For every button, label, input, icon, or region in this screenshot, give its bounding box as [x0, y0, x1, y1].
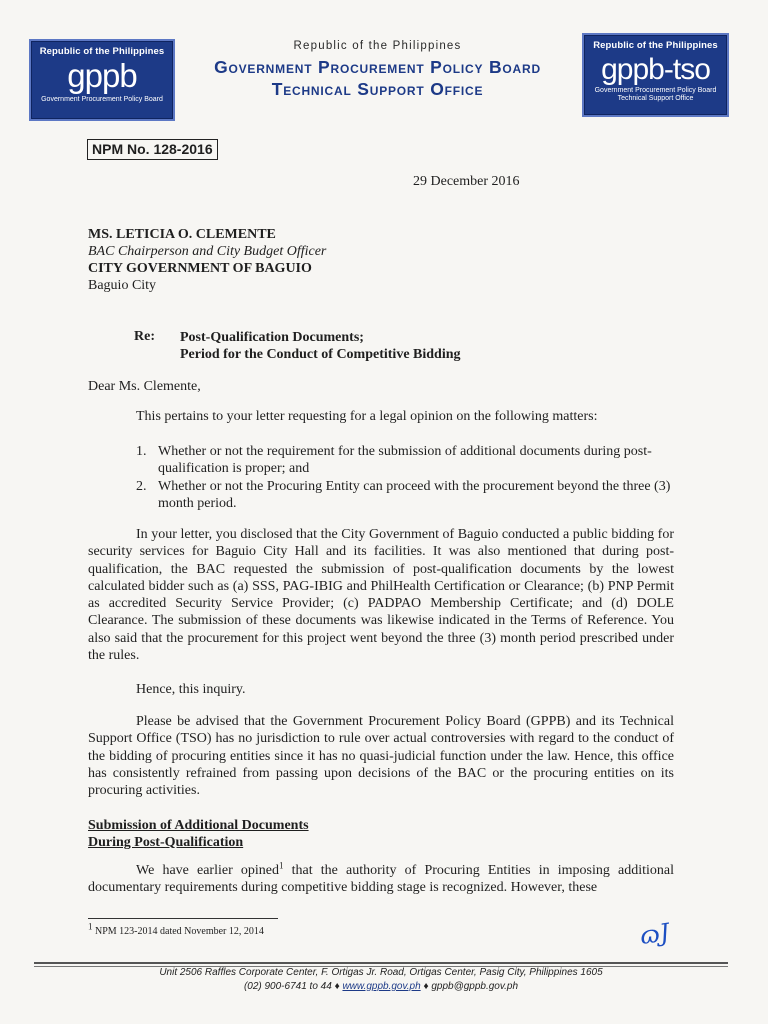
inquiry-list [136, 443, 676, 512]
separator-icon: ♦ [334, 981, 340, 992]
paragraph-background: In your letter, you disclosed that the City Government of Baguio conducted a public bidding for security services for Baguio City Hall and its facilities. It was also mentioned that during post-qualification, the BAC requested the submission of post-qualification documents by the lowest calculated bidder such as (a) SSS, PAG-IBIG and PhilHealth Certification or Clearance; (b) PNP Permit as accredited Security Service Provider; (c) PADPAO Membership Certificate; and (d) DOLE Clearance. The submission of these documents was likewise indicated in the Terms of Reference. You also said that the procurement for this project went beyond the three (3) month period prescribed under the rules. [88, 527, 674, 664]
letterhead-title [180, 40, 575, 100]
handwritten-initials: ɷJ [638, 918, 672, 950]
npm-number: NPM No. 128-2016 [87, 139, 218, 160]
footer-address: Unit 2506 Raffles Corporate Center, F. Ortigas Jr. Road, Ortigas Center, Pasig City, Philippines 1605 [159, 967, 603, 978]
logo-bottom-text: Government Procurement Policy Board [41, 96, 163, 103]
gppb-logo [29, 39, 175, 121]
addressee-block [88, 226, 326, 294]
section-heading-line-1: Submission of Additional Documents [88, 818, 309, 833]
subject-line-1: Post-Qualification Documents; [180, 330, 364, 345]
website-link[interactable]: www.gppb.gov.ph [342, 981, 421, 992]
footnote-number: 1 [88, 921, 93, 932]
paragraph-inquiry: Hence, this inquiry. [136, 682, 246, 697]
addressee-title: BAC Chairperson and City Budget Officer [88, 244, 327, 259]
gppb-tso-logo [582, 33, 729, 117]
letter-footer [34, 966, 728, 994]
paragraph-opinion-end: that the authority of Procuring Entities in imposing additional documentary requirements during competitive bidding stage is recognized. However, these [88, 863, 674, 896]
logo-bottom-text-1: Government Procurement Policy Board [594, 87, 717, 94]
footer-email[interactable]: gppb@gppb.gov.ph [431, 981, 519, 992]
list-item [136, 443, 676, 478]
footnote-divider [88, 918, 278, 919]
paragraph-opinion-start: We have earlier opined [136, 863, 279, 878]
subject [180, 329, 461, 363]
list-text: Whether or not the Procuring Entity can proceed with the procurement beyond the three (3) month period. [158, 478, 671, 511]
footnote-text: NPM 123-2014 dated November 12, 2014 [92, 926, 264, 937]
separator-icon: ♦ [423, 981, 429, 992]
subject-line-2: Period for the Conduct of Competitive Bidding [180, 347, 461, 362]
paragraph-jurisdiction: Please be advised that the Government Procurement Policy Board (GPPB) and its Technical Support Office (TSO) has no jurisdiction to rule over actual controversies with regard to the conduct of the bidding of procuring entities since it has no quasi-judicial function under the law. Hence, this office has consistently refrained from passing upon decisions of the BAC or the procuring entities on its procuring activities. [88, 714, 674, 799]
footnote [88, 921, 264, 937]
addressee-org: CITY GOVERNMENT OF BAGUIO [88, 261, 312, 276]
footnote-ref: 1 [279, 860, 284, 871]
addressee-name: MS. LETICIA O. CLEMENTE [88, 227, 276, 242]
footer-phone: (02) 900-6741 to 44 [243, 981, 332, 992]
list-number: 1. [136, 444, 147, 459]
paragraph-opinion [88, 862, 674, 897]
republic-line: Republic of the Philippines [293, 40, 462, 52]
letter-date: 29 December 2016 [413, 174, 520, 189]
logo-top-text: Republic of the Philippines [593, 40, 718, 51]
footer-divider [34, 962, 728, 964]
list-item [136, 478, 676, 513]
re-label: Re: [134, 329, 155, 344]
logo-bottom-text-2: Technical Support Office [617, 95, 694, 102]
logo-mark: gppb-tso [601, 53, 710, 86]
logo-mark: gppb [67, 57, 137, 94]
salutation: Dear Ms. Clemente, [88, 379, 201, 394]
office-name: Technical Support Office [271, 79, 484, 99]
paragraph-intro: This pertains to your letter requesting for a legal opinion on the following matters: [136, 409, 598, 424]
footer-contacts [34, 980, 728, 994]
addressee-city: Baguio City [88, 278, 157, 293]
agency-name: Government Procurement Policy Board [214, 57, 541, 77]
list-number: 2. [136, 478, 147, 494]
section-heading-line-2: During Post-Qualification [88, 835, 244, 850]
section-heading [88, 817, 309, 851]
list-text: Whether or not the requirement for the submission of additional documents during post-qualification is proper; and [158, 444, 652, 477]
logo-top-text: Republic of the Philippines [39, 46, 165, 57]
